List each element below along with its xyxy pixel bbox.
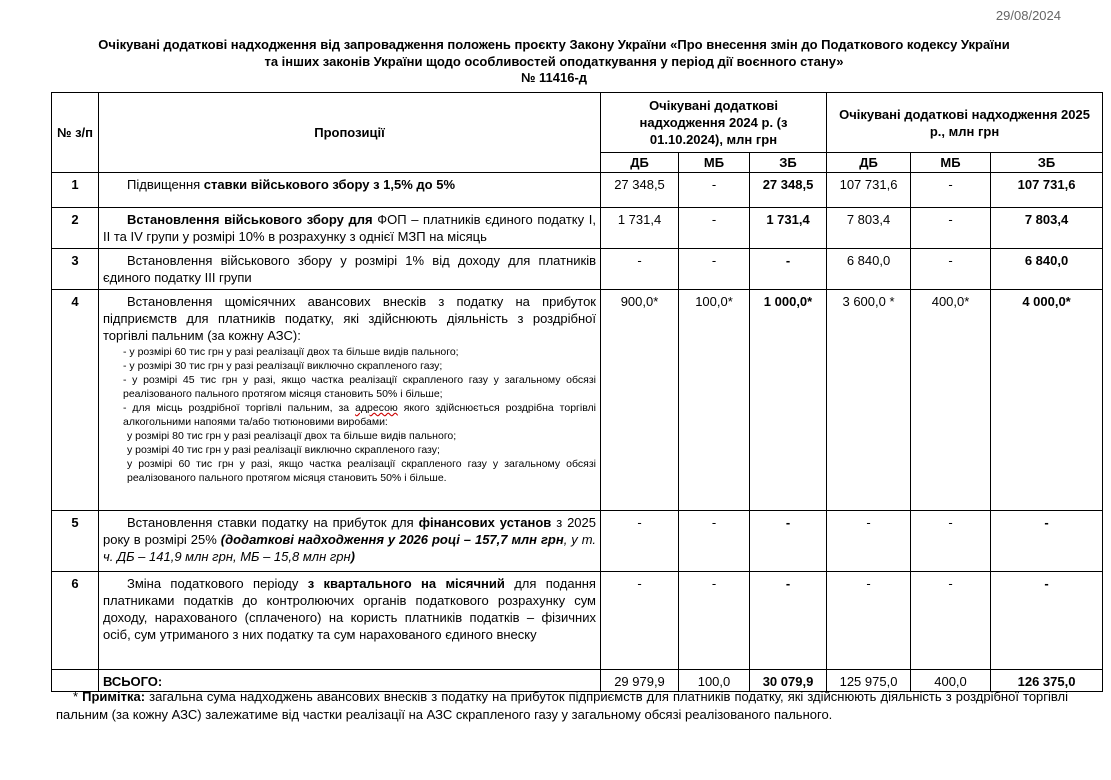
row-proposal: Зміна податкового періоду з квартального на місячний для подання платниками податків до контролюючих органів податкового розрахунку сум доходу, нарахованого (сплаченого) на користь платників податків – фізичних осіб, сум утриманого з них податку та сум нарахованого єдиного внеску [99,572,601,670]
total-db-2025: 125 975,0 [827,670,911,692]
value-db-2025: 107 731,6 [827,173,911,208]
row-number: 3 [52,249,99,290]
header-mb-2025: МБ [911,153,991,173]
row-number: 5 [52,511,99,572]
document-title [48,37,1060,87]
header-zb-2024: ЗБ [750,153,827,173]
total-zb-2025: 126 375,0 [991,670,1103,692]
table-row [52,290,1103,511]
value-mb-2024: - [679,173,750,208]
header-db-2024: ДБ [601,153,679,173]
row-proposal: Встановлення військового збору у розмірі 1% від доходу для платників єдиного податку III групи [99,249,601,290]
value-mb-2024: - [679,249,750,290]
table-row [52,572,1103,670]
value-db-2025: 3 600,0 * [827,290,911,511]
row-number: 1 [52,173,99,208]
header-number: № з/п [52,93,99,173]
value-db-2025: 7 803,4 [827,208,911,249]
row-4-details: - у розмірі 60 тис грн у разі реалізації двох та більше видів пального; - у розмірі 30 тис грн у разі реалізації виключно скрапленого газу; - у розмірі 45 тис грн у разі, якщо частка реалізації скрапленого газу у загальному обсязі реалізованого пального протягом місяця становить 50% і більше; - для місць роздрібної торгівлі пальним, за адресою якого здійснюється роздрібна торгівлі алкогольними напоями та/або тютюновими виробами: у розмірі 80 тис грн у разі реалізації двох та більше видів пального; у розмірі 40 тис грн у разі реалізації виключно скрапленого газу; у розмірі 60 тис грн у разі, якщо частка реалізації скрапленого газу у загальному обсязі реалізованого пального протягом місяця становить 50% і більше. [123,346,596,484]
table-row [52,208,1103,249]
value-zb-2024: - [750,572,827,670]
header-2025: Очікувані додаткові надходження 2025 р., млн грн [827,93,1103,153]
title-line-1: Очікувані додаткові надходження від запровадження положень проєкту Закону України «Про внесення змін до Податкового кодексу України [98,37,1010,52]
value-zb-2025: - [991,511,1103,572]
value-zb-2025: 4 000,0* [991,290,1103,511]
value-db-2024: - [601,572,679,670]
total-label: ВСЬОГО: [99,670,601,692]
value-mb-2025: 400,0* [911,290,991,511]
total-zb-2024: 30 079,9 [750,670,827,692]
value-zb-2025: 7 803,4 [991,208,1103,249]
footnote: * Примітка: загальна сума надходжень авансових внесків з податку на прибуток підприємств для платників податку, які здійснюють діяльність з роздрібної торгівлі пальним (за кожну АЗС) залежатиме від частки реалізації на АЗС скрапленого газу у загальному обсязі реалізованого пального. [56,689,1069,722]
header-zb-2025: ЗБ [991,153,1103,173]
value-mb-2024: - [679,208,750,249]
header-proposals: Пропозиції [99,93,601,173]
value-mb-2025: - [911,208,991,249]
header-db-2025: ДБ [827,153,911,173]
row-proposal: Встановлення щомісячних авансових внесків з податку на прибуток підприємств для платників податку, які здійснюють діяльність з роздрібної торгівлі пальним (за кожну АЗС): - у розмірі 60 тис грн у разі реалізації двох та більше видів пального; - у розмірі 30 тис грн у разі реалізації виключно скрапленого газу; - у розмірі 45 тис грн у разі, якщо частка реалізації скрапленого газу у загальному обсязі реалізованого пального протягом місяця становить 50% і більше; - для місць роздрібної торгівлі пальним, за адресою якого здійснюється роздрібна торгівлі алкогольними напоями та/або тютюновими виробами: у розмірі 80 тис грн у разі реалізації двох та більше видів пального; у розмірі 40 тис грн у разі реалізації виключно скрапленого газу; у розмірі 60 тис грн у разі, якщо частка реалізації скрапленого газу у загальному обсязі реалізованого пального протягом місяця становить 50% і більше. [99,290,601,511]
title-line-3: № 11416-д [520,70,588,85]
row-number: 6 [52,572,99,670]
revenue-table [51,92,1103,692]
row-number: 2 [52,208,99,249]
value-zb-2024: - [750,511,827,572]
value-zb-2024: 1 000,0* [750,290,827,511]
total-mb-2025: 400,0 [911,670,991,692]
table-row [52,511,1103,572]
header-2024: Очікувані додаткові надходження 2024 р. (з 01.10.2024), млн грн [601,93,827,153]
value-db-2025: - [827,572,911,670]
value-zb-2025: - [991,572,1103,670]
value-db-2024: 900,0* [601,290,679,511]
row-number: 4 [52,290,99,511]
row-proposal: Підвищення ставки військового збору з 1,5% до 5% [99,173,601,208]
value-mb-2025: - [911,249,991,290]
table-row [52,249,1103,290]
value-db-2024: 1 731,4 [601,208,679,249]
table-row [52,173,1103,208]
value-db-2025: 6 840,0 [827,249,911,290]
row-proposal: Встановлення ставки податку на прибуток для фінансових установ з 2025 року в розмірі 25% (додаткові надходження у 2026 році – 157,7 млн грн, у т. ч. ДБ – 141,9 млн грн, МБ – 15,8 млн грн) [99,511,601,572]
value-db-2024: 27 348,5 [601,173,679,208]
value-mb-2024: - [679,511,750,572]
value-zb-2024: 1 731,4 [750,208,827,249]
row-proposal: Встановлення військового збору для ФОП – платників єдиного податку I, II та IV групи у розмірі 10% в розрахунку з однієї МЗП на місяць [99,208,601,249]
value-zb-2025: 6 840,0 [991,249,1103,290]
value-db-2025: - [827,511,911,572]
value-zb-2025: 107 731,6 [991,173,1103,208]
total-db-2024: 29 979,9 [601,670,679,692]
total-mb-2024: 100,0 [679,670,750,692]
document-date: 29/08/2024 [995,8,1061,23]
value-mb-2025: - [911,173,991,208]
value-zb-2024: - [750,249,827,290]
value-mb-2025: - [911,572,991,670]
value-db-2024: - [601,511,679,572]
header-mb-2024: МБ [679,153,750,173]
value-db-2024: - [601,249,679,290]
value-mb-2025: - [911,511,991,572]
value-zb-2024: 27 348,5 [750,173,827,208]
value-mb-2024: 100,0* [679,290,750,511]
title-line-2: та інших законів України щодо особливостей оподаткування у період дії воєнного стану» [264,53,844,69]
value-mb-2024: - [679,572,750,670]
